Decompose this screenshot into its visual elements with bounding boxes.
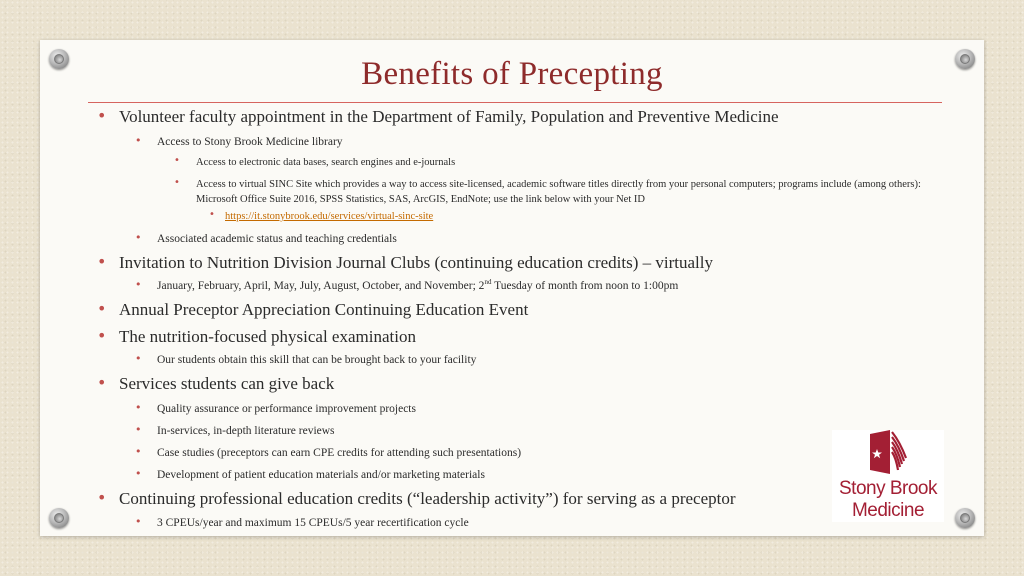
logo-wordmark-line2: Medicine [851, 500, 925, 521]
bullet-journal-clubs [97, 252, 713, 273]
bullet-dot-icon: • [135, 515, 142, 528]
bullet-text: Services students can give back [119, 374, 335, 393]
bullet-dot-icon: • [97, 106, 107, 125]
bullet-sinc-link [209, 209, 434, 222]
pushpin-bottom-left-icon [49, 508, 69, 528]
bullet-dot-icon: • [135, 231, 142, 244]
title-divider [88, 102, 942, 103]
ordinal-superscript: nd [484, 278, 492, 287]
bullet-dot-icon: • [135, 352, 142, 365]
bullet-dot-icon: • [97, 488, 107, 507]
bullet-services-give-back [97, 373, 335, 394]
bullet-dot-icon: • [97, 252, 107, 271]
bullet-text: Invitation to Nutrition Division Journal Clubs (continuing education credits) – virtually [119, 253, 713, 272]
bullet-dot-icon: • [135, 401, 142, 414]
logo-wordmark-line1: Stony Brook [839, 478, 937, 499]
bullet-text: In-services, in-depth literature reviews [157, 425, 335, 437]
bullet-text-continued: Tuesday of month from noon to 1:00pm [491, 280, 679, 292]
bullet-dot-icon: • [97, 299, 107, 318]
pushpin-bottom-right-icon [955, 508, 975, 528]
bullet-student-skill [135, 352, 477, 366]
virtual-sinc-link[interactable]: https://it.stonybrook.edu/services/virtual-sinc-site [225, 211, 434, 222]
bullet-electronic-databases [174, 155, 456, 168]
bullet-dot-icon: • [174, 177, 180, 188]
bullet-dot-icon: • [209, 209, 215, 220]
bullet-dot-icon: • [174, 155, 180, 166]
stony-brook-medicine-logo [832, 430, 944, 522]
bullet-text: The nutrition-focused physical examination [119, 327, 416, 346]
bullet-dot-icon: • [135, 423, 142, 436]
bullet-dot-icon: • [135, 467, 142, 480]
bullet-text: Volunteer faculty appointment in the Department of Family, Population and Preventive Medicine [119, 107, 779, 126]
bullet-text: Case studies (preceptors can earn CPE credits for attending such presentations) [157, 447, 522, 459]
bullet-text: Access to virtual SINC Site which provides a way to access site-licensed, academic software titles directly from your personal computers; programs include (among others): Microsoft Office Suite 2016, SPSS Statistics, SAS, ArcGIS, EndNote; use the link below with your Net ID [196, 179, 921, 205]
bullet-case-studies [135, 445, 522, 459]
bullet-virtual-sinc [174, 177, 941, 207]
bullet-text: Development of patient education materials and/or marketing materials [157, 469, 485, 481]
bullet-library-access [135, 134, 343, 148]
bullet-cpe-credits [97, 488, 736, 509]
bullet-education-materials [135, 467, 485, 481]
bullet-text: Associated academic status and teaching credentials [157, 233, 397, 245]
bullet-quality-assurance [135, 401, 416, 415]
slide-title: Benefits of Precepting [361, 56, 663, 92]
bullet-text: Access to electronic data bases, search engines and e-journals [196, 157, 456, 168]
bullet-dot-icon: • [135, 134, 142, 147]
stony-brook-shield-icon [868, 430, 908, 476]
bullet-faculty-appointment [97, 106, 779, 127]
bullet-physical-exam [97, 326, 416, 347]
bullet-academic-status [135, 231, 397, 245]
bullet-text: 3 CPEUs/year and maximum 15 CPEUs/5 year recertification cycle [157, 517, 469, 529]
bullet-journal-schedule [135, 278, 679, 292]
bullet-dot-icon: • [97, 326, 107, 345]
bullet-text: January, February, April, May, July, August, October, and November; 2 [157, 280, 485, 292]
bullet-dot-icon: • [135, 445, 142, 458]
bullet-text: Quality assurance or performance improvement projects [157, 403, 416, 415]
bullet-text: Continuing professional education credits (“leadership activity”) for serving as a preceptor [119, 489, 736, 508]
bullet-cpeu-cycle [135, 515, 469, 529]
bullet-dot-icon: • [97, 373, 107, 392]
bullet-appreciation-event [97, 299, 529, 320]
bullet-text: Annual Preceptor Appreciation Continuing Education Event [119, 300, 529, 319]
bullet-text: Access to Stony Brook Medicine library [157, 136, 343, 148]
bullet-in-services [135, 423, 335, 437]
bullet-text: Our students obtain this skill that can be brought back to your facility [157, 354, 477, 366]
bullet-dot-icon: • [135, 278, 142, 291]
